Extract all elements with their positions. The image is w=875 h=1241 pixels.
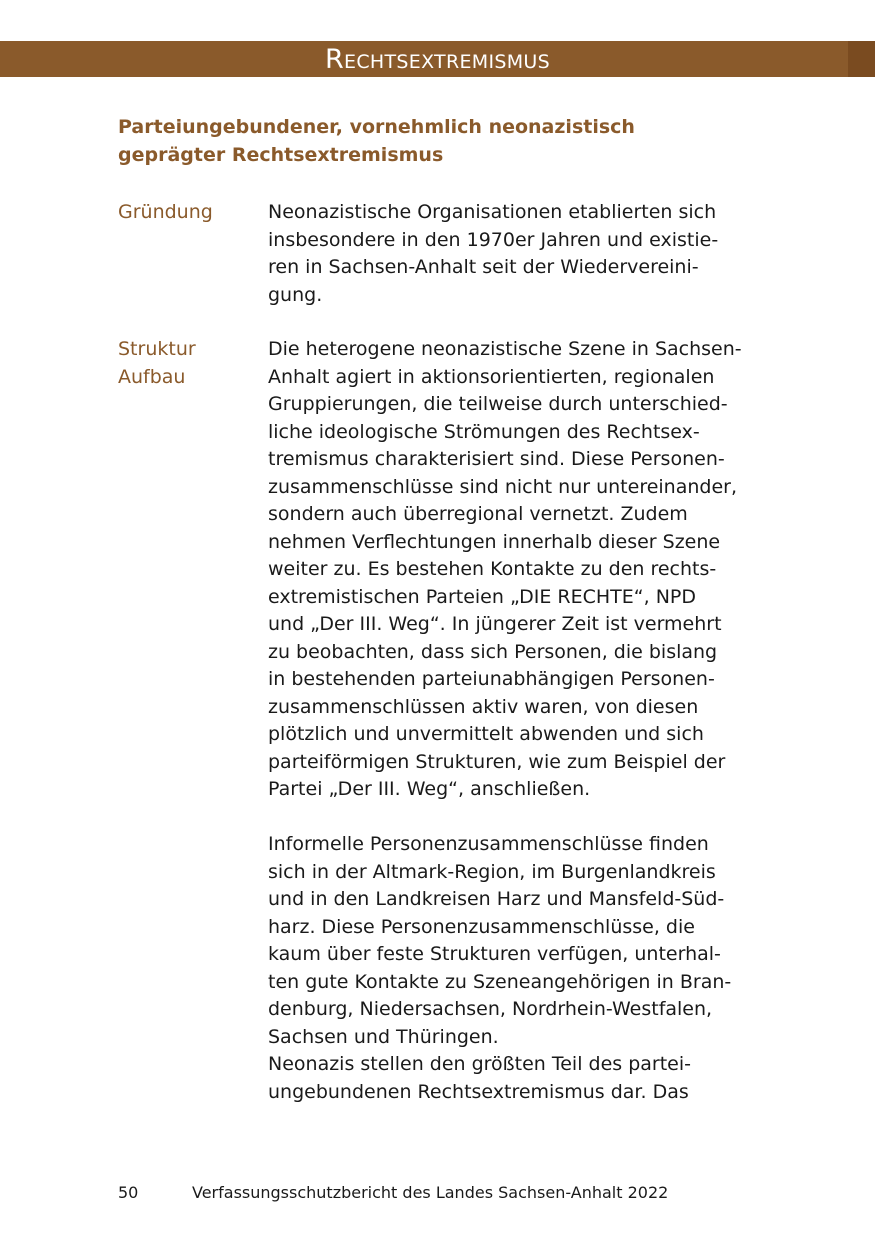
- chapter-title: Rechtsextremismus: [324, 44, 550, 75]
- text-struktur-aufbau-continued: Informelle Personenzusammenschlüsse finden sich in der Altmark-Region, im Burgenlandkreis und in den Landkreisen Harz und Mansfeld-Süd- harz. Diese Personenzusammenschlüsse, die kaum über feste Strukturen verfügen, unterhal- ten gute Kontakte zu Szeneangehörigen in Bran- denburg, Niedersachsen, Nordrhein-Westfalen, Sachsen und Thüringen. Neonazis stellen den größten Teil des partei- ungebundenen Rechtsextremismus dar. Das: [268, 833, 732, 1103]
- label-gruendung: Gründung: [118, 201, 213, 223]
- section-subtitle: Parteiungebundener, vornehmlich neonazistisch geprägter Rechtsextremismus: [118, 116, 635, 166]
- page-number: 50: [118, 1183, 139, 1202]
- label-struktur-aufbau: Struktur Aufbau: [118, 338, 196, 388]
- text-struktur-aufbau: Die heterogene neonazistische Szene in Sachsen- Anhalt agiert in aktionsorientierten, regionalen Gruppierungen, die teilweise durch unterschied- liche ideologische Strömungen des Rechtsex- tremismus charakterisiert sind. Diese Personen- zusammenschlüsse sind nicht nur untereinander, sondern auch überregional vernetzt. Zudem nehmen Verflechtungen innerhalb dieser Szene weiter zu. Es bestehen Kontakte zu den rechts- extremistischen Parteien „DIE RECHTE“, NPD und „Der III. Weg“. In jüngerer Zeit ist vermehrt zu beobachten, dass sich Personen, die bislang in bestehenden parteiunabhängigen Personen- zusammenschlüssen aktiv waren, von diesen plötzlich und unvermittelt abwenden und sich parteiförmigen Strukturen, wie zum Beispiel der Partei „Der III. Weg“, anschließen.: [268, 338, 742, 800]
- text-gruendung: Neonazistische Organisationen etablierten sich insbesondere in den 1970er Jahren und existie- ren in Sachsen-Anhalt seit der Wiedervereini- gung.: [268, 201, 719, 306]
- chapter-banner: [0, 41, 875, 77]
- banner-edge-tab: [848, 41, 875, 77]
- footer-publication-title: Verfassungsschutzbericht des Landes Sachsen-Anhalt 2022: [192, 1183, 669, 1202]
